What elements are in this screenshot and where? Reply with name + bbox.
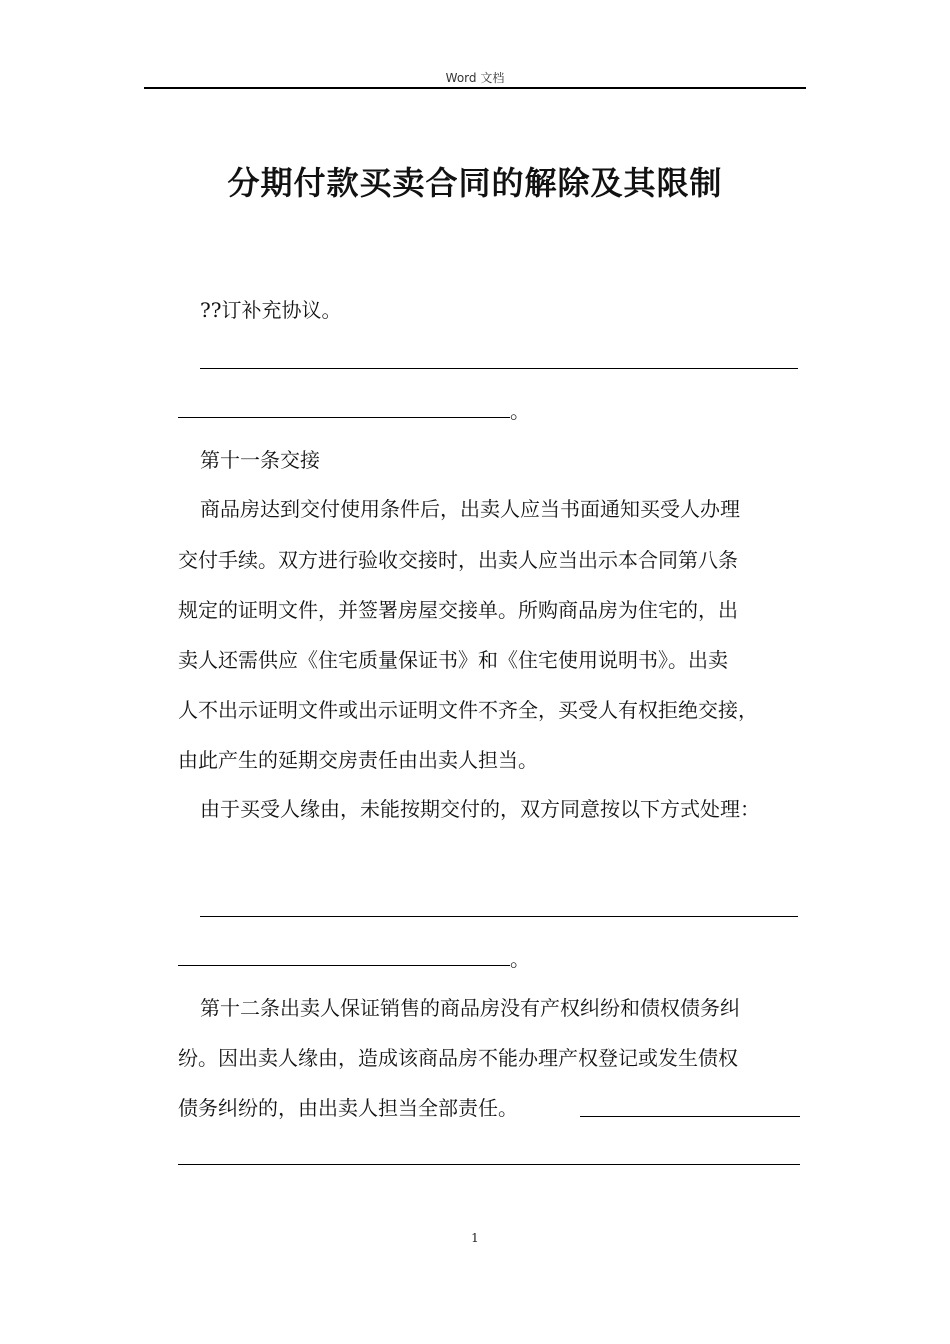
page-header: Word 文档 [445, 71, 505, 85]
page-number: 1 [471, 1231, 479, 1245]
paragraph-line: 由于买受人缘由，未能按期交付的，双方同意按以下方式处理： [200, 797, 760, 821]
fill-in-blank-line [200, 368, 798, 369]
fill-in-blank-line [178, 399, 510, 418]
paragraph-line: 债务纠纷的，由出卖人担当全部责任。 [178, 1096, 518, 1120]
fill-in-blank-line [580, 1116, 800, 1117]
period-mark: 。 [510, 399, 530, 423]
paragraph-line [178, 946, 530, 972]
paragraph-line: 人不出示证明文件或出示证明文件不齐全，买受人有权拒绝交接， [178, 698, 758, 722]
paragraph-line: 纷。因出卖人缘由，造成该商品房不能办理产权登记或发生债权 [178, 1046, 738, 1070]
paragraph-line: 由此产生的延期交房责任由出卖人担当。 [178, 748, 538, 772]
paragraph-line [178, 398, 530, 424]
paragraph-line: 交付手续。双方进行验收交接时，出卖人应当出示本合同第八条 [178, 548, 738, 572]
paragraph-line: ??订补充协议。 [200, 298, 342, 322]
fill-in-blank-line [178, 1164, 800, 1165]
paragraph-line: 卖人还需供应《住宅质量保证书》和《住宅使用说明书》。出卖 [178, 648, 728, 672]
paragraph-line: 第十二条出卖人保证销售的商品房没有产权纠纷和债权债务纠 [200, 996, 740, 1020]
period-mark: 。 [510, 947, 530, 971]
fill-in-blank-line [200, 916, 798, 917]
section-heading: 第十一条交接 [200, 448, 320, 472]
paragraph-line: 商品房达到交付使用条件后，出卖人应当书面通知买受人办理 [200, 497, 740, 521]
document-title: 分期付款买卖合同的解除及其限制 [227, 164, 723, 202]
paragraph-line: 规定的证明文件，并签署房屋交接单。所购商品房为住宅的，出 [178, 598, 738, 622]
fill-in-blank-line [178, 947, 510, 966]
header-divider [144, 87, 806, 89]
